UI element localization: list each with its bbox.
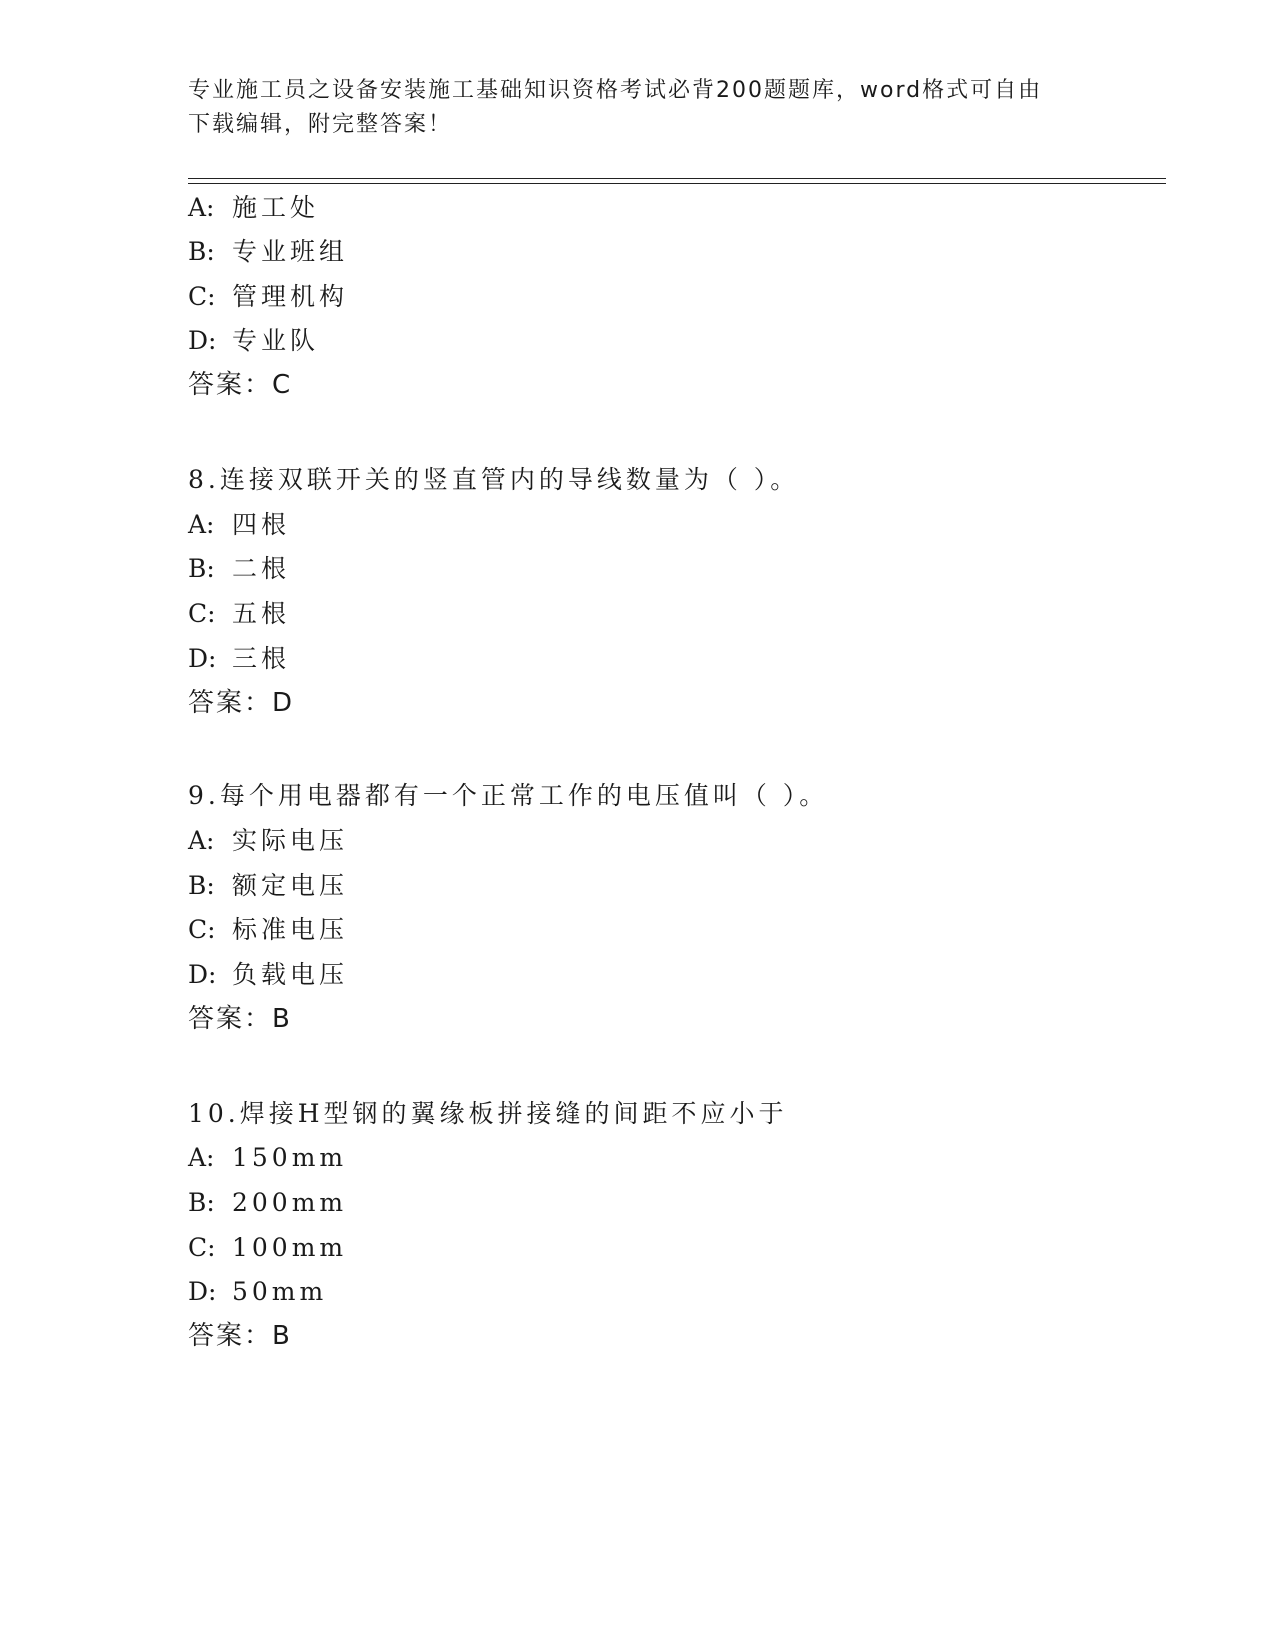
q9-option-b <box>188 870 348 902</box>
header-line-2: 下载编辑，附完整答案！ <box>188 112 453 137</box>
option-label: D: <box>188 1277 217 1306</box>
q8-option-d <box>188 643 290 675</box>
q7-option-a <box>188 192 319 224</box>
option-text: 负载电压 <box>232 960 349 989</box>
option-label: C: <box>188 1233 216 1262</box>
q8-question: 8.连接双联开关的竖直管内的导线数量为（ ）。 <box>188 465 800 494</box>
q10-option-d <box>188 1276 327 1308</box>
option-label: B: <box>188 871 215 900</box>
option-label: C: <box>188 282 216 311</box>
option-text: 四根 <box>232 510 291 539</box>
option-text: 实际电压 <box>232 826 349 855</box>
option-label: A: <box>188 193 215 222</box>
option-text: 专业班组 <box>232 237 349 266</box>
option-text: 管理机构 <box>232 282 349 311</box>
option-label: A: <box>188 1143 215 1172</box>
q7-option-b <box>188 236 348 268</box>
option-label: D: <box>188 960 217 989</box>
option-label: A: <box>188 826 215 855</box>
option-text: 额定电压 <box>232 871 349 900</box>
option-text: 200mm <box>232 1188 348 1217</box>
q9-answer: 答案：B <box>188 1004 292 1034</box>
option-text: 标准电压 <box>232 915 349 944</box>
q7-answer: 答案：C <box>188 370 293 400</box>
option-text: 二根 <box>232 554 291 583</box>
q9-option-c <box>188 914 348 946</box>
q9-question: 9.每个用电器都有一个正常工作的电压值叫（ ）。 <box>188 781 829 810</box>
option-label: C: <box>188 599 216 628</box>
q10-option-a <box>188 1142 347 1174</box>
header-line-1: 专业施工员之设备安装施工基础知识资格考试必背200题题库，word格式可自由 <box>188 78 1043 103</box>
q8-option-c <box>188 598 290 630</box>
q10-option-b <box>188 1187 347 1219</box>
document-header <box>188 74 1088 142</box>
option-text: 150mm <box>232 1143 348 1172</box>
header-divider-top <box>188 178 1166 179</box>
option-label: A: <box>188 510 215 539</box>
q7-option-d <box>188 325 319 357</box>
option-label: D: <box>188 644 217 673</box>
q7-option-c <box>188 281 348 313</box>
option-text: 五根 <box>232 599 291 628</box>
option-text: 100mm <box>232 1233 348 1262</box>
q8-option-a <box>188 509 290 541</box>
option-label: B: <box>188 1188 215 1217</box>
option-label: B: <box>188 554 215 583</box>
option-text: 施工处 <box>232 193 320 222</box>
q10-answer: 答案：B <box>188 1321 292 1351</box>
option-label: B: <box>188 237 215 266</box>
q10-question: 10.焊接H型钢的翼缘板拼接缝的间距不应小于 <box>188 1099 788 1128</box>
q8-option-b <box>188 553 290 585</box>
q9-option-d <box>188 959 348 991</box>
q9-option-a <box>188 825 348 857</box>
q10-option-c <box>188 1232 347 1264</box>
header-divider-bottom <box>188 183 1166 184</box>
q8-answer: 答案：D <box>188 688 295 718</box>
option-text: 专业队 <box>232 326 320 355</box>
option-text: 三根 <box>232 644 291 673</box>
option-label: C: <box>188 915 216 944</box>
option-text: 50mm <box>232 1277 328 1306</box>
option-label: D: <box>188 326 217 355</box>
